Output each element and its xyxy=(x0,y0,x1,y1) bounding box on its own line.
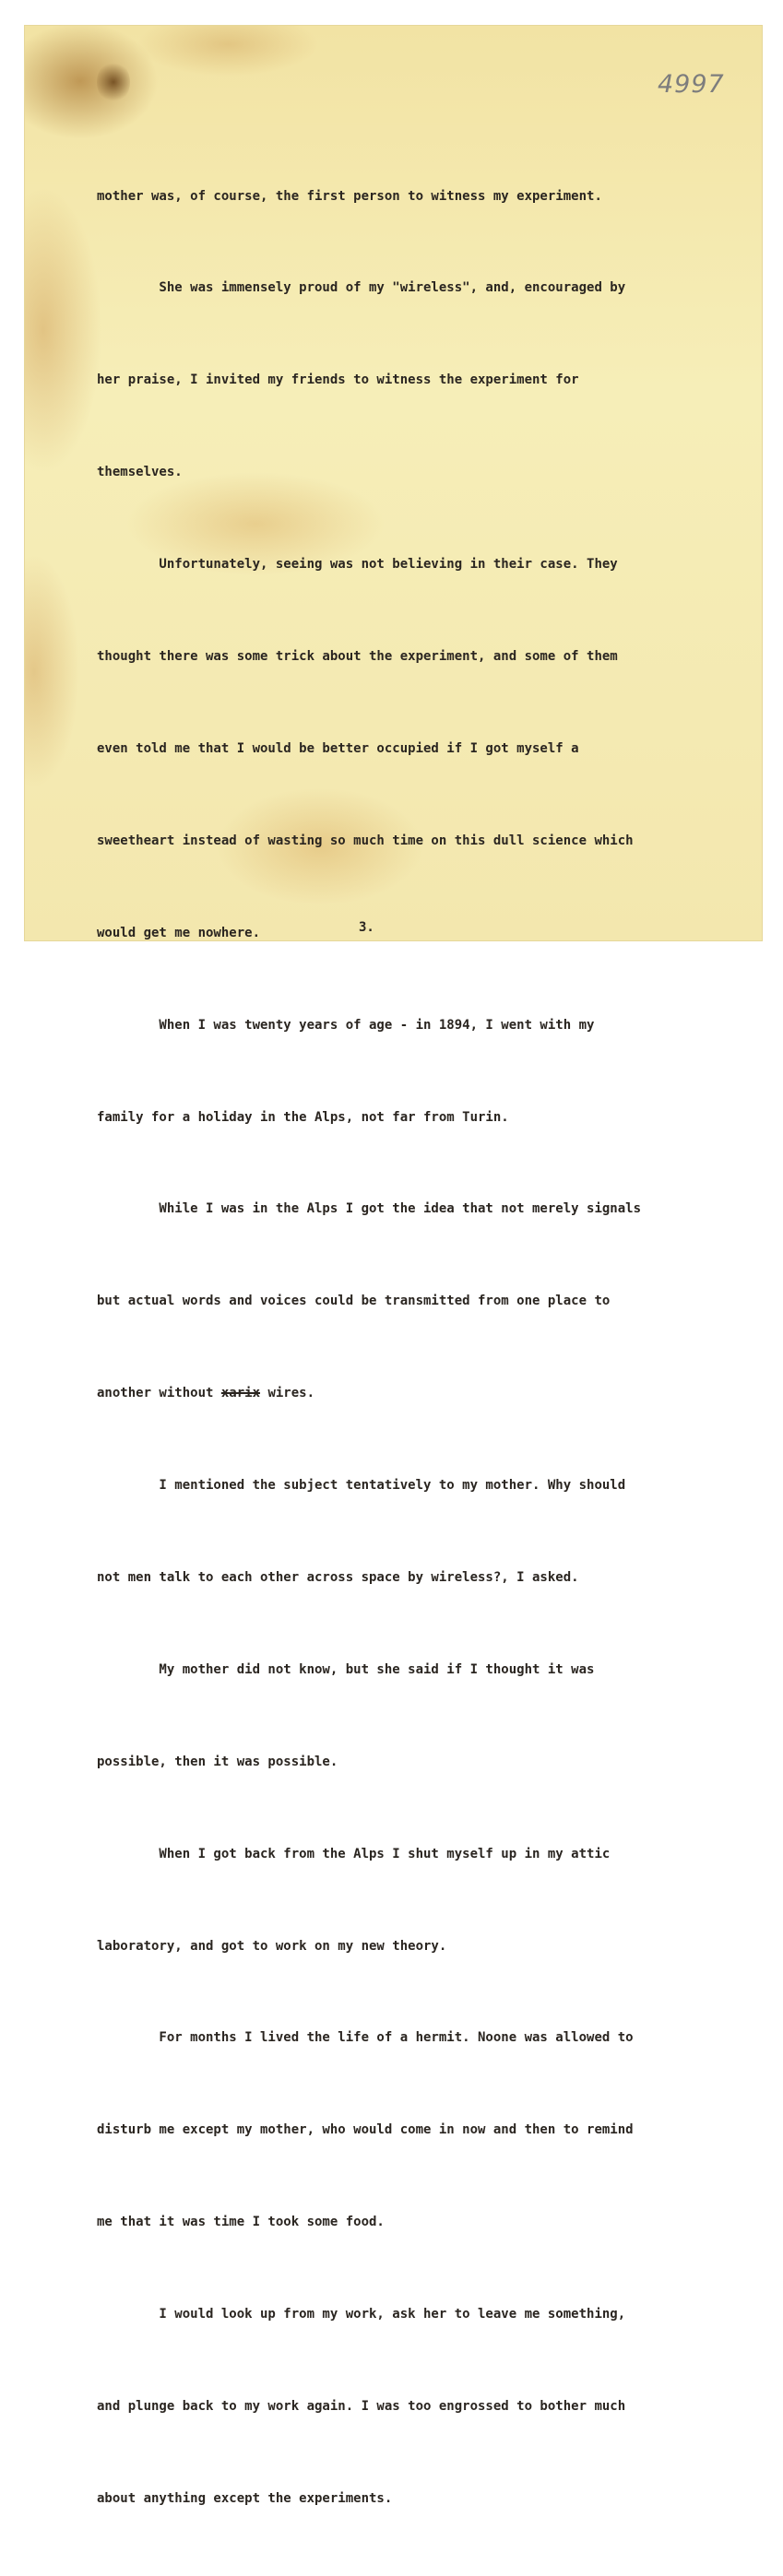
text-line-with-strikethrough xyxy=(97,1378,779,1409)
text-line: laboratory, and got to work on my new theory. xyxy=(97,1938,447,1954)
text-line: When I was twenty years of age - in 1894, I went with my xyxy=(97,1017,595,1033)
body-text xyxy=(97,120,779,2576)
text-line: I would look up from my work, ask her to leave me something, xyxy=(97,2307,626,2322)
text-line: thought there was some trick about the experiment, and some of them xyxy=(97,649,618,665)
text-line: disturb me except my mother, who would come in now and then to remind xyxy=(97,2122,634,2138)
text-line: me that it was time I took some food. xyxy=(97,2215,385,2230)
struck-out-word: xarix xyxy=(220,1386,261,1401)
text-line: even told me that I would be better occupied if I got myself a xyxy=(97,740,579,756)
text-line: While I was in the Alps I got the idea that not merely signals xyxy=(97,1201,642,1217)
text-line: but actual words and voices could be transmitted from one place to xyxy=(97,1294,611,1309)
text-line: mother was, of course, the first person to witness my experiment. xyxy=(97,188,602,204)
text-line: not men talk to each other across space by wireless?, I asked. xyxy=(97,1569,579,1585)
text-line: about anything except the experiments. xyxy=(97,2490,393,2506)
text-line: Unfortunately, seeing was not believing in their case. They xyxy=(97,557,618,573)
folio-number: 4997 xyxy=(658,70,725,99)
text-line: For months I lived the life of a hermit. Noone was allowed to xyxy=(97,2030,634,2046)
typewritten-page xyxy=(25,26,762,2506)
page-number: 3. xyxy=(359,920,374,935)
text-line: themselves. xyxy=(97,465,183,480)
strikethrough-after: wires. xyxy=(260,1386,315,1401)
text-line: family for a holiday in the Alps, not far from Turin. xyxy=(97,1109,509,1125)
text-line: When I got back from the Alps I shut myself up in my attic xyxy=(97,1846,611,1861)
text-line: sweetheart instead of wasting so much time on this dull science which xyxy=(97,833,634,848)
text-line: her praise, I invited my friends to witness the experiment for xyxy=(97,372,579,388)
text-line: She was immensely proud of my "wireless", and, encouraged by xyxy=(97,280,626,296)
strikethrough-before: another without xyxy=(97,1386,221,1401)
text-line: I mentioned the subject tentatively to my mother. Why should xyxy=(97,1478,626,1494)
ink-stain xyxy=(97,61,130,103)
text-line: and plunge back to my work again. I was too engrossed to bother much xyxy=(97,2398,626,2414)
text-line: My mother did not know, but she said if I thought it was xyxy=(97,1661,595,1677)
text-line: would get me nowhere. xyxy=(97,925,261,940)
text-line: possible, then it was possible. xyxy=(97,1754,338,1769)
